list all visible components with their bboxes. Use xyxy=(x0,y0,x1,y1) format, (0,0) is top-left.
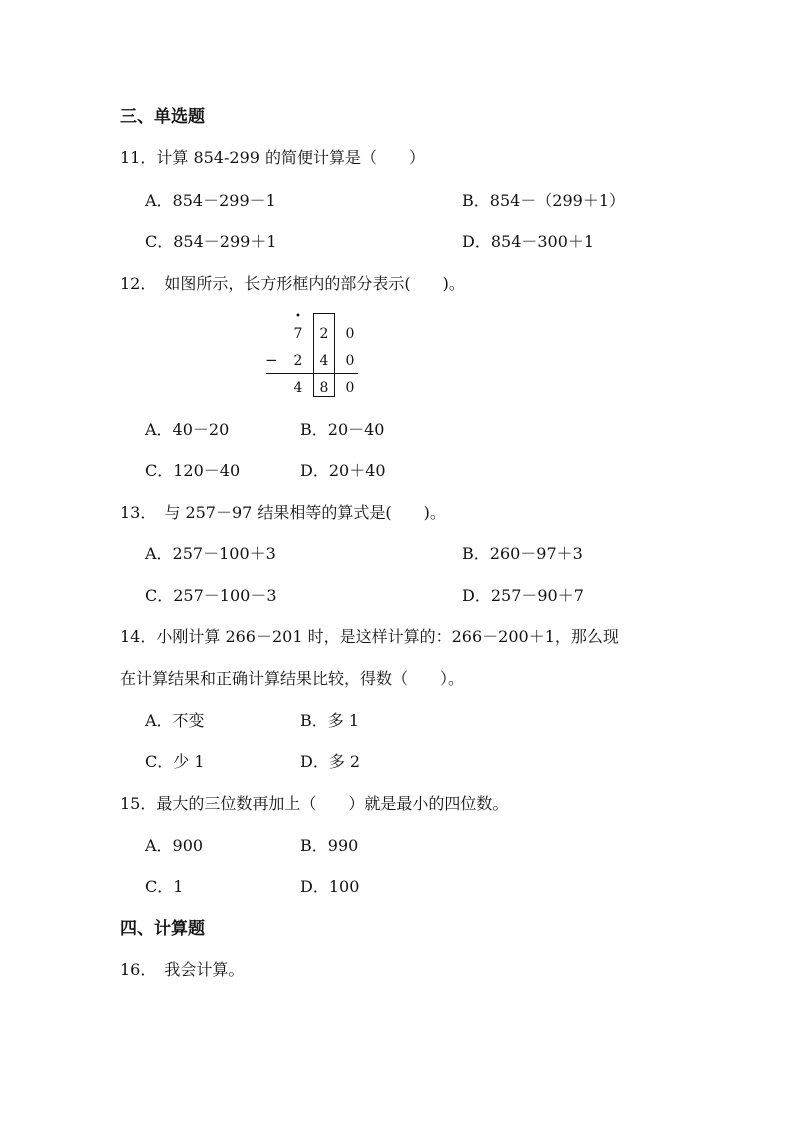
figure-digit: 8 xyxy=(319,380,329,396)
figure-digit: 2 xyxy=(293,353,303,369)
question-13-option-b: B．260－97＋3 xyxy=(462,544,583,563)
question-11-option-b: B．854－（299＋1） xyxy=(462,191,626,210)
section-heading-calculation: 四、计算题 xyxy=(120,919,205,939)
question-14-option-b: B．多 1 xyxy=(300,711,360,730)
question-16-stem: 16． 我会计算。 xyxy=(120,960,245,979)
question-11-option-c: C．854－299＋1 xyxy=(145,232,277,251)
minus-sign: − xyxy=(265,351,278,369)
question-15-option-c: C．1 xyxy=(145,877,184,896)
question-15-option-d: D．100 xyxy=(300,877,360,896)
figure-digit: 0 xyxy=(345,326,355,342)
question-13-option-c: C．257－100－3 xyxy=(145,586,277,605)
question-12-option-c: C．120－40 xyxy=(145,461,241,480)
question-14-stem-line-1: 14．小刚计算 266－201 时，是这样计算的：266－200＋1，那么现 xyxy=(120,627,619,646)
highlight-rectangle xyxy=(313,313,335,397)
subtraction-line xyxy=(266,373,358,374)
question-13-option-d: D．257－90＋7 xyxy=(462,586,584,605)
question-11-stem: 11．计算 854-299 的简便计算是（ ） xyxy=(120,148,426,167)
figure-digit: 4 xyxy=(293,380,303,396)
section-heading-single-choice: 三、单选题 xyxy=(120,107,205,127)
question-13-option-a: A．257－100＋3 xyxy=(145,544,276,563)
question-15-option-b: B．990 xyxy=(300,836,359,855)
figure-digit: 7 xyxy=(293,326,303,342)
question-15-stem: 15．最大的三位数再加上（ ）就是最小的四位数。 xyxy=(120,794,509,813)
question-13-stem: 13． 与 257－97 结果相等的算式是( )。 xyxy=(120,503,446,522)
question-12-stem: 12． 如图所示，长方形框内的部分表示( )。 xyxy=(120,274,465,293)
figure-digit: 0 xyxy=(345,353,355,369)
figure-digit: 4 xyxy=(319,353,329,369)
question-15-option-a: A．900 xyxy=(145,836,204,855)
figure-digit: 2 xyxy=(319,326,329,342)
question-11-option-a: A．854－299－1 xyxy=(145,191,276,210)
question-12-option-a: A．40－20 xyxy=(145,420,230,439)
question-12-option-d: D．20＋40 xyxy=(300,461,386,480)
question-12-option-b: B．20－40 xyxy=(300,420,385,439)
question-14-option-d: D．多 2 xyxy=(300,752,361,771)
carry-dot: • xyxy=(295,311,301,322)
question-14-option-c: C．少 1 xyxy=(145,752,205,771)
figure-digit: 0 xyxy=(345,380,355,396)
question-14-stem-line-2: 在计算结果和正确计算结果比较，得数（ ）。 xyxy=(120,669,465,688)
question-14-option-a: A．不变 xyxy=(145,711,205,730)
question-11-option-d: D．854－300＋1 xyxy=(462,232,595,251)
subtraction-figure xyxy=(262,312,362,404)
